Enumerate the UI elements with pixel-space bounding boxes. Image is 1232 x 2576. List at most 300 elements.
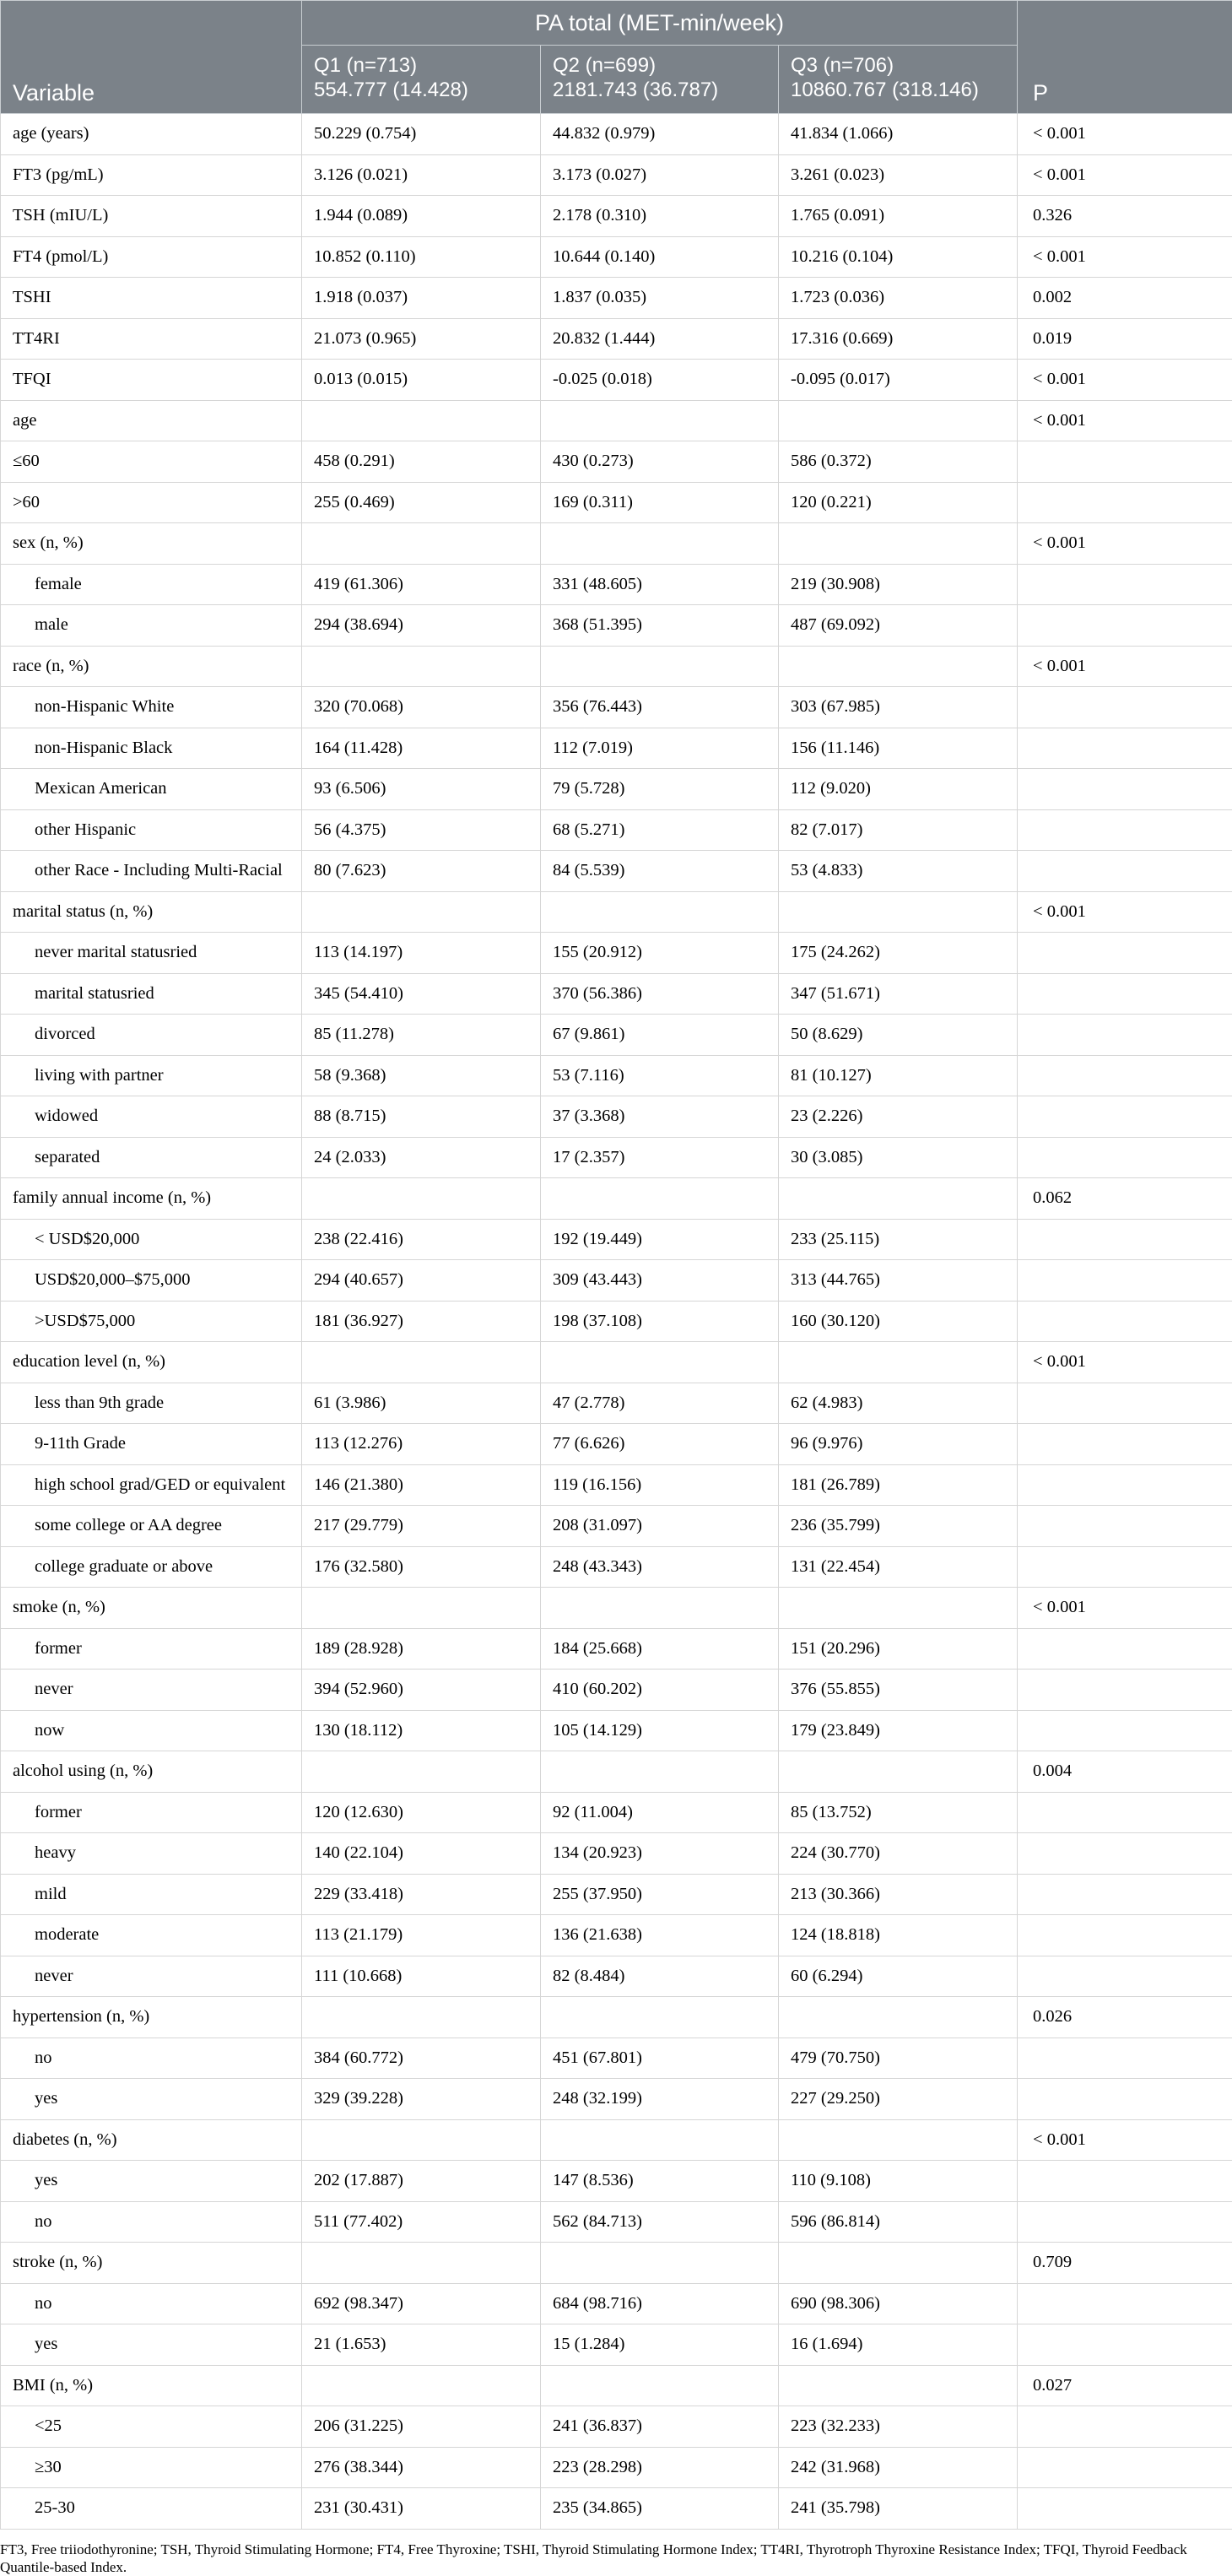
table-row [1,1833,1232,1875]
q2-cell: 169 (0.311) [541,482,779,523]
variable-cell: some college or AA degree [1,1506,302,1547]
q1-cell: 231 (30.431) [302,2488,541,2530]
q2-cell: 134 (20.923) [541,1833,779,1875]
q3-cell: 376 (55.855) [779,1670,1018,1711]
variable-cell: former [1,1628,302,1670]
variable-cell: widowed [1,1096,302,1138]
q1-cell: 229 (33.418) [302,1874,541,1915]
variable-cell: no [1,2201,302,2243]
table-row [1,2406,1232,2448]
q3-cell: 213 (30.366) [779,1874,1018,1915]
table-row [1,154,1232,196]
q3-cell: 241 (35.798) [779,2488,1018,2530]
p-value-cell [1018,1874,1232,1915]
variable-cell: stroke (n, %) [1,2243,302,2284]
q2-cell: 1.837 (0.035) [541,278,779,319]
p-value-cell [1018,809,1232,851]
p-value-cell [1018,851,1232,892]
table-row [1,236,1232,278]
variable-cell: >USD$75,000 [1,1301,302,1342]
q2-header-mean: 2181.743 (36.787) [553,78,766,102]
variable-cell: college graduate or above [1,1546,302,1588]
p-value-cell [1018,2079,1232,2120]
q2-cell: 37 (3.368) [541,1096,779,1138]
p-value-cell [1018,2447,1232,2488]
table-row [1,441,1232,483]
variable-cell: age (years) [1,114,302,155]
variable-cell: former [1,1792,302,1833]
q1-cell: 202 (17.887) [302,2161,541,2202]
variable-cell: yes [1,2161,302,2202]
variable-cell: marital statusried [1,973,302,1015]
q3-cell: 3.261 (0.023) [779,154,1018,196]
table-body [1,114,1232,2530]
q3-cell: 156 (11.146) [779,728,1018,769]
table-row [1,1874,1232,1915]
p-value-cell: < 0.001 [1018,646,1232,687]
p-value-cell: < 0.001 [1018,400,1232,441]
p-value-cell [1018,769,1232,810]
table-row [1,2324,1232,2366]
q3-cell: 596 (86.814) [779,2201,1018,2243]
q1-column-header [302,46,541,114]
q3-cell: 227 (29.250) [779,2079,1018,2120]
p-value-cell [1018,1383,1232,1424]
p-column-header: P [1018,1,1232,114]
p-value-cell [1018,687,1232,728]
q1-cell: 10.852 (0.110) [302,236,541,278]
variable-cell: yes [1,2079,302,2120]
q1-cell: 238 (22.416) [302,1219,541,1260]
q1-cell: 111 (10.668) [302,1956,541,1997]
q2-cell: 92 (11.004) [541,1792,779,1833]
variable-cell: never marital statusried [1,933,302,974]
q1-cell [302,1342,541,1383]
q1-cell: 181 (36.927) [302,1301,541,1342]
q1-cell: 176 (32.580) [302,1546,541,1588]
p-value-cell [1018,1792,1232,1833]
q3-cell: 236 (35.799) [779,1506,1018,1547]
p-value-cell [1018,1015,1232,1056]
q1-cell: 146 (21.380) [302,1464,541,1506]
q2-cell [541,523,779,565]
table-row [1,973,1232,1015]
q3-cell: 690 (98.306) [779,2283,1018,2324]
q2-cell: 105 (14.129) [541,1710,779,1751]
variable-cell: >60 [1,482,302,523]
q2-column-header [541,46,779,114]
q1-cell: 1.944 (0.089) [302,196,541,237]
q3-header-n: Q3 (n=706) [791,53,1005,78]
q2-cell: 370 (56.386) [541,973,779,1015]
table-row [1,360,1232,401]
variable-cell: FT3 (pg/mL) [1,154,302,196]
q2-cell: 223 (28.298) [541,2447,779,2488]
p-value-cell [1018,1915,1232,1956]
table-row [1,2365,1232,2406]
q1-cell [302,2243,541,2284]
q1-cell: 58 (9.368) [302,1055,541,1096]
q1-cell: 21.073 (0.965) [302,318,541,360]
table-row [1,523,1232,565]
p-value-cell [1018,1055,1232,1096]
q2-cell: 331 (48.605) [541,564,779,605]
q3-cell: 81 (10.127) [779,1055,1018,1096]
p-value-cell: 0.026 [1018,1997,1232,2038]
q1-cell: 276 (38.344) [302,2447,541,2488]
table-row [1,1342,1232,1383]
table-row [1,1670,1232,1711]
q1-cell: 320 (70.068) [302,687,541,728]
q2-cell: 147 (8.536) [541,2161,779,2202]
table-row [1,1506,1232,1547]
variable-cell: female [1,564,302,605]
q2-cell: 248 (32.199) [541,2079,779,2120]
variable-cell: other Race - Including Multi-Racial [1,851,302,892]
q1-cell: 419 (61.306) [302,564,541,605]
q2-cell: 368 (51.395) [541,605,779,647]
variable-cell: male [1,605,302,647]
table-row [1,2243,1232,2284]
variable-cell: ≥30 [1,2447,302,2488]
variable-cell: <25 [1,2406,302,2448]
variable-cell: TSH (mIU/L) [1,196,302,237]
table-row [1,1055,1232,1096]
p-value-cell: < 0.001 [1018,236,1232,278]
table-footnote: FT3, Free triiodothyronine; TSH, Thyroid Stimulating Hormone; FT4, Free Thyroxine; TSHI, Thyroid Stimulating Hormone Index; TT4RI, Thyrotroph Thyroxine Resistance Index; TFQI, Thyroid Feedback Quantile-based Index. [0,2541,1228,2576]
table-row [1,809,1232,851]
q2-cell: 241 (36.837) [541,2406,779,2448]
q3-cell [779,2243,1018,2284]
q3-cell: 82 (7.017) [779,809,1018,851]
q3-cell: 160 (30.120) [779,1301,1018,1342]
table-row [1,2283,1232,2324]
variable-cell: other Hispanic [1,809,302,851]
q1-cell: 113 (21.179) [302,1915,541,1956]
group-header: PA total (MET-min/week) [302,1,1018,46]
p-value-cell: 0.004 [1018,1751,1232,1793]
table-row [1,2079,1232,2120]
table-header [1,1,1232,114]
variable-cell: family annual income (n, %) [1,1178,302,1220]
table-row [1,687,1232,728]
q1-cell: 80 (7.623) [302,851,541,892]
q1-cell: 130 (18.112) [302,1710,541,1751]
q3-cell: 313 (44.765) [779,1260,1018,1302]
p-value-cell [1018,2324,1232,2366]
q1-cell [302,2365,541,2406]
q3-cell: 224 (30.770) [779,1833,1018,1875]
q1-cell: 345 (54.410) [302,973,541,1015]
table-row [1,1915,1232,1956]
q3-cell: 30 (3.085) [779,1137,1018,1178]
variable-cell: yes [1,2324,302,2366]
variable-cell: separated [1,1137,302,1178]
q3-cell: 586 (0.372) [779,441,1018,483]
q3-cell: 50 (8.629) [779,1015,1018,1056]
q2-cell: 184 (25.668) [541,1628,779,1670]
p-value-cell [1018,933,1232,974]
table-row [1,1997,1232,2038]
q3-cell [779,891,1018,933]
q2-cell [541,1342,779,1383]
header-row-group [1,1,1232,46]
p-value-cell: < 0.001 [1018,360,1232,401]
table-row [1,891,1232,933]
q3-cell: 479 (70.750) [779,2038,1018,2079]
q2-cell: 112 (7.019) [541,728,779,769]
q2-cell: 356 (76.443) [541,687,779,728]
q1-cell: 206 (31.225) [302,2406,541,2448]
p-value-cell [1018,1464,1232,1506]
q3-cell: 219 (30.908) [779,564,1018,605]
q2-cell: 10.644 (0.140) [541,236,779,278]
p-value-cell [1018,1956,1232,1997]
q1-cell [302,400,541,441]
p-value-cell [1018,1506,1232,1547]
table-row [1,1792,1232,1833]
q1-cell: 0.013 (0.015) [302,360,541,401]
q2-cell: 17 (2.357) [541,1137,779,1178]
p-value-cell [1018,564,1232,605]
q3-cell: 181 (26.789) [779,1464,1018,1506]
q2-cell: 684 (98.716) [541,2283,779,2324]
p-value-cell [1018,2406,1232,2448]
table-row [1,1464,1232,1506]
p-value-cell: 0.019 [1018,318,1232,360]
q3-cell: 53 (4.833) [779,851,1018,892]
q2-cell: 309 (43.443) [541,1260,779,1302]
q3-cell: 1.765 (0.091) [779,196,1018,237]
p-value-cell [1018,1260,1232,1302]
q3-cell: 179 (23.849) [779,1710,1018,1751]
p-value-cell: < 0.001 [1018,1342,1232,1383]
q1-cell: 294 (40.657) [302,1260,541,1302]
q1-cell: 511 (77.402) [302,2201,541,2243]
q1-cell: 50.229 (0.754) [302,114,541,155]
variable-cell: TFQI [1,360,302,401]
q2-cell: 119 (16.156) [541,1464,779,1506]
table-row [1,1546,1232,1588]
q1-cell: 93 (6.506) [302,769,541,810]
q3-cell: 175 (24.262) [779,933,1018,974]
p-value-cell [1018,1546,1232,1588]
variable-cell: 9-11th Grade [1,1424,302,1465]
table-row [1,1096,1232,1138]
table-row [1,1178,1232,1220]
q3-cell [779,2119,1018,2161]
p-value-cell [1018,1710,1232,1751]
q3-cell: 242 (31.968) [779,2447,1018,2488]
q1-cell: 294 (38.694) [302,605,541,647]
q1-cell: 120 (12.630) [302,1792,541,1833]
q2-cell: 3.173 (0.027) [541,154,779,196]
q3-cell [779,523,1018,565]
q1-cell: 458 (0.291) [302,441,541,483]
table-row [1,1956,1232,1997]
q2-cell: 20.832 (1.444) [541,318,779,360]
q2-cell: 248 (43.343) [541,1546,779,1588]
p-value-cell [1018,2201,1232,2243]
variable-cell: no [1,2038,302,2079]
p-value-cell [1018,1628,1232,1670]
q1-cell: 164 (11.428) [302,728,541,769]
q2-cell: 155 (20.912) [541,933,779,974]
q3-cell: 96 (9.976) [779,1424,1018,1465]
p-value-cell [1018,1424,1232,1465]
table-row [1,2038,1232,2079]
q1-cell: 88 (8.715) [302,1096,541,1138]
variable-cell: Mexican American [1,769,302,810]
q2-cell: 82 (8.484) [541,1956,779,1997]
q2-cell: 136 (21.638) [541,1915,779,1956]
q1-cell [302,1997,541,2038]
variable-cell: never [1,1956,302,1997]
q3-cell: 223 (32.233) [779,2406,1018,2448]
table-row [1,114,1232,155]
q3-header-mean: 10860.767 (318.146) [791,78,1005,102]
q3-cell [779,1178,1018,1220]
q2-cell [541,1588,779,1629]
table-row [1,1383,1232,1424]
p-value-cell: 0.709 [1018,2243,1232,2284]
table-row [1,564,1232,605]
q1-cell [302,891,541,933]
q1-cell [302,1178,541,1220]
p-value-cell [1018,2283,1232,2324]
variable-cell: USD$20,000–$75,000 [1,1260,302,1302]
q3-cell: 1.723 (0.036) [779,278,1018,319]
table-row [1,2119,1232,2161]
variable-cell: less than 9th grade [1,1383,302,1424]
table-row [1,769,1232,810]
q3-cell: 120 (0.221) [779,482,1018,523]
variable-cell: race (n, %) [1,646,302,687]
table-row [1,1137,1232,1178]
q1-cell: 61 (3.986) [302,1383,541,1424]
q2-cell: 53 (7.116) [541,1055,779,1096]
q3-cell: 10.216 (0.104) [779,236,1018,278]
p-value-cell: 0.027 [1018,2365,1232,2406]
q2-cell [541,891,779,933]
variable-cell: no [1,2283,302,2324]
variable-cell: non-Hispanic White [1,687,302,728]
p-value-cell: < 0.001 [1018,523,1232,565]
q2-cell: 192 (19.449) [541,1219,779,1260]
p-value-cell [1018,973,1232,1015]
variable-cell: TSHI [1,278,302,319]
p-value-cell: < 0.001 [1018,2119,1232,2161]
q1-cell: 692 (98.347) [302,2283,541,2324]
q1-cell [302,646,541,687]
p-value-cell [1018,2038,1232,2079]
variable-column-header: Variable [1,1,302,114]
p-value-cell: < 0.001 [1018,1588,1232,1629]
p-value-cell: < 0.001 [1018,114,1232,155]
q2-cell: 255 (37.950) [541,1874,779,1915]
table-row [1,1424,1232,1465]
p-value-cell [1018,482,1232,523]
q1-header-mean: 554.777 (14.428) [314,78,528,102]
q1-cell [302,1751,541,1793]
p-value-cell [1018,1670,1232,1711]
q3-cell: 112 (9.020) [779,769,1018,810]
p-value-cell: < 0.001 [1018,154,1232,196]
variable-cell: < USD$20,000 [1,1219,302,1260]
variable-cell: high school grad/GED or equivalent [1,1464,302,1506]
q2-cell [541,2243,779,2284]
table-row [1,2201,1232,2243]
p-value-cell: 0.062 [1018,1178,1232,1220]
variable-cell: 25-30 [1,2488,302,2530]
q3-cell: 23 (2.226) [779,1096,1018,1138]
q1-cell: 21 (1.653) [302,2324,541,2366]
q2-cell [541,2119,779,2161]
q3-cell: 124 (18.818) [779,1915,1018,1956]
q1-cell: 1.918 (0.037) [302,278,541,319]
q3-cell [779,2365,1018,2406]
q2-cell: -0.025 (0.018) [541,360,779,401]
q3-cell: 16 (1.694) [779,2324,1018,2366]
q3-cell [779,400,1018,441]
q3-cell: 85 (13.752) [779,1792,1018,1833]
q2-cell: 562 (84.713) [541,2201,779,2243]
q3-cell: -0.095 (0.017) [779,360,1018,401]
variable-cell: TT4RI [1,318,302,360]
table-row [1,482,1232,523]
table-row [1,1219,1232,1260]
table-row [1,400,1232,441]
variable-cell: non-Hispanic Black [1,728,302,769]
q3-cell: 151 (20.296) [779,1628,1018,1670]
table-row [1,728,1232,769]
q1-cell: 56 (4.375) [302,809,541,851]
p-value-cell [1018,728,1232,769]
p-value-cell: < 0.001 [1018,891,1232,933]
q1-cell [302,1588,541,1629]
q3-cell: 41.834 (1.066) [779,114,1018,155]
p-value-cell: 0.326 [1018,196,1232,237]
q3-cell [779,1588,1018,1629]
variable-cell: alcohol using (n, %) [1,1751,302,1793]
q2-cell: 84 (5.539) [541,851,779,892]
variable-cell: BMI (n, %) [1,2365,302,2406]
q2-cell [541,400,779,441]
q2-cell: 67 (9.861) [541,1015,779,1056]
q2-cell [541,1751,779,1793]
q1-cell: 113 (14.197) [302,933,541,974]
q3-cell: 131 (22.454) [779,1546,1018,1588]
p-value-cell [1018,1096,1232,1138]
variable-cell: hypertension (n, %) [1,1997,302,2038]
table-row [1,1260,1232,1302]
q1-cell: 24 (2.033) [302,1137,541,1178]
p-value-cell [1018,2488,1232,2530]
q1-header-n: Q1 (n=713) [314,53,528,78]
variable-cell: marital status (n, %) [1,891,302,933]
p-value-cell [1018,441,1232,483]
q1-cell [302,2119,541,2161]
q1-cell: 140 (22.104) [302,1833,541,1875]
table-row [1,851,1232,892]
variable-cell: heavy [1,1833,302,1875]
q1-cell: 217 (29.779) [302,1506,541,1547]
q2-cell [541,2365,779,2406]
q2-cell: 235 (34.865) [541,2488,779,2530]
q2-cell: 430 (0.273) [541,441,779,483]
q1-cell: 394 (52.960) [302,1670,541,1711]
q1-cell: 113 (12.276) [302,1424,541,1465]
